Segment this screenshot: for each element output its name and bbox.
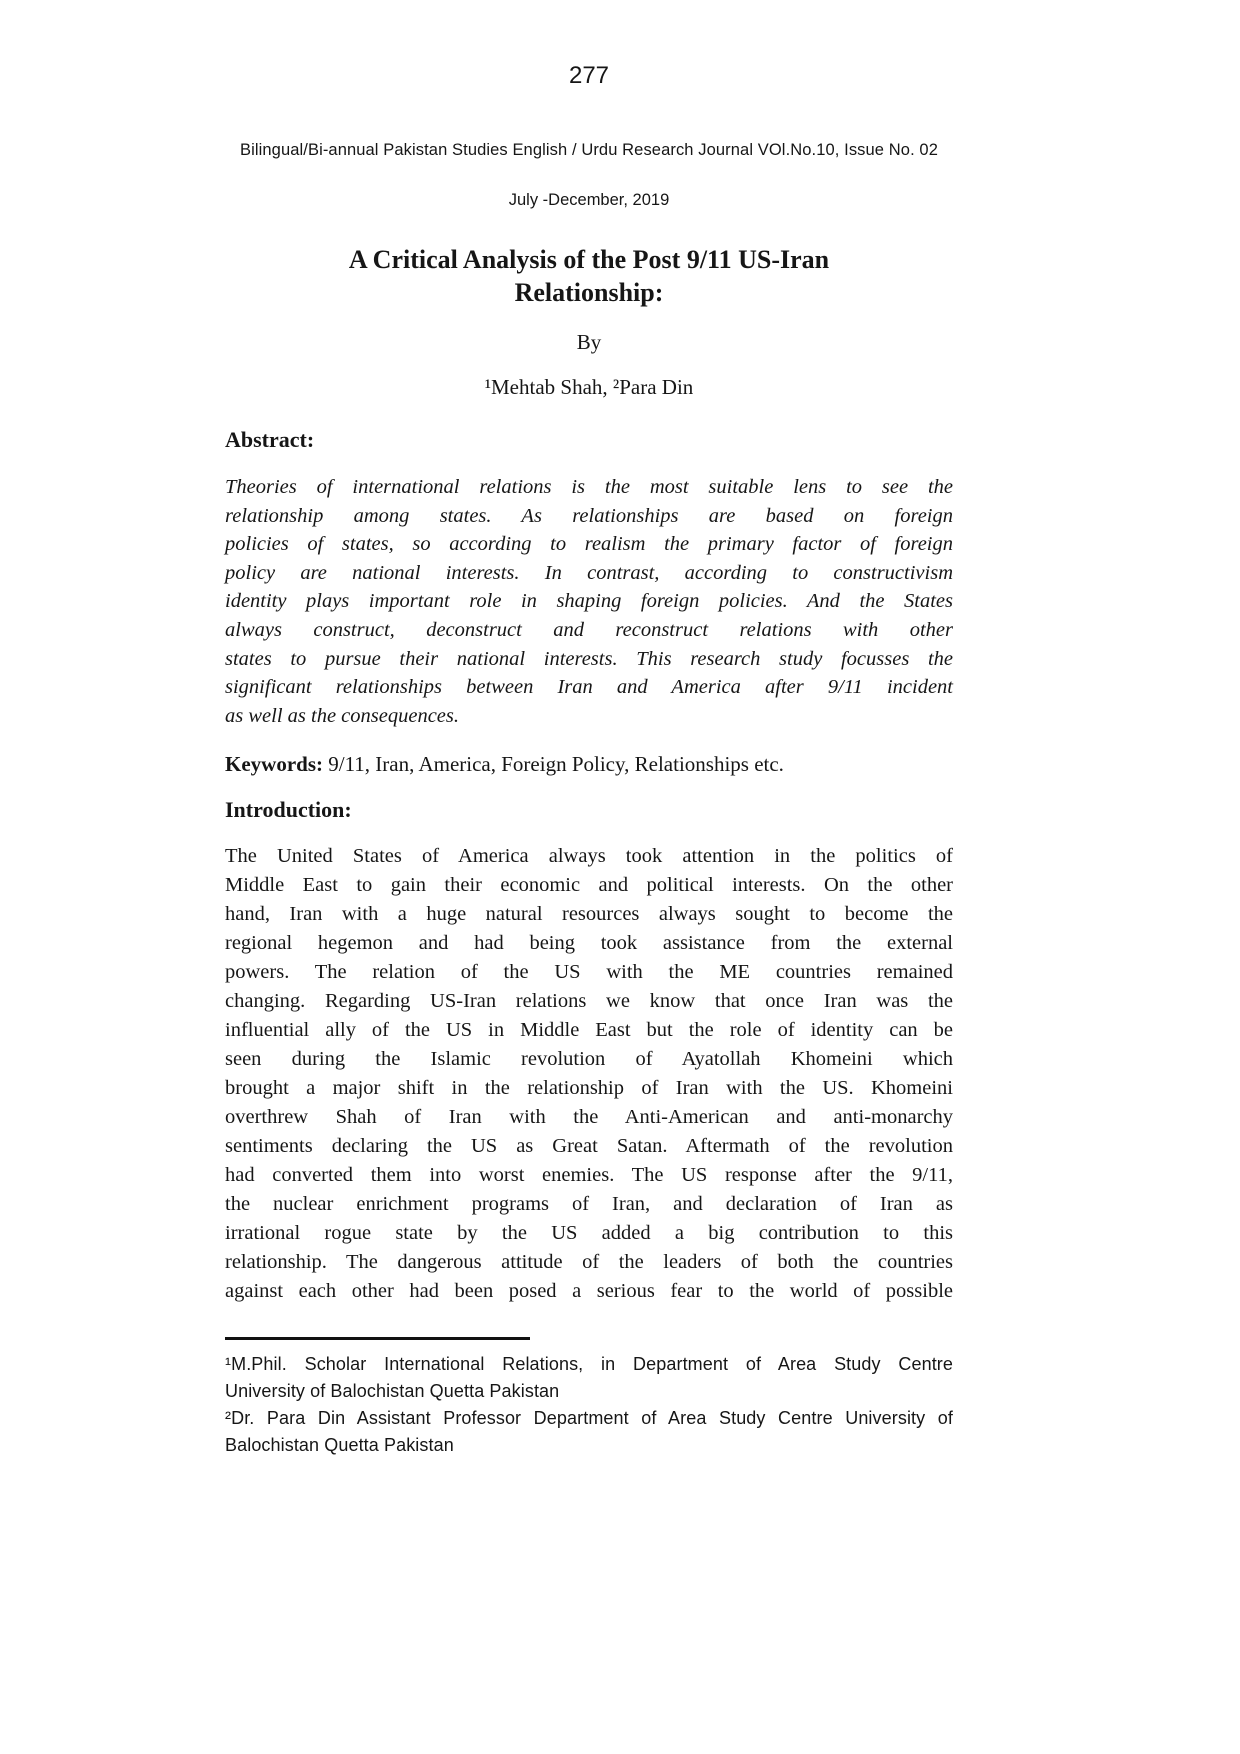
text-line: always construct, deconstruct and reconstruct relations with other	[225, 618, 953, 641]
text-line: significant relationships between Iran and America after 9/11 incident	[225, 676, 953, 699]
text-line: University of Balochistan Quetta Pakistan	[225, 1381, 560, 1401]
page-number: 277	[568, 62, 610, 89]
text-line: the nuclear enrichment programs of Iran, and declaration of Iran as	[225, 1193, 953, 1215]
footnotes	[225, 1351, 953, 1459]
text-line: ¹M.Phil. Scholar International Relations, in Department of Area Study Centre	[225, 1354, 953, 1374]
text-line: Theories of international relations is the most suitable lens to see the	[225, 476, 953, 498]
text-line: Balochistan Quetta Pakistan	[225, 1435, 454, 1455]
footnote-separator-rule	[225, 1337, 530, 1340]
text-line: sentiments declaring the US as Great Satan. Aftermath of the revolution	[225, 1135, 953, 1157]
text-line: hand, Iran with a huge natural resources always sought to become the	[225, 903, 953, 925]
text-line: identity plays important role in shaping foreign policies. And the States	[225, 590, 953, 613]
text-line: Relationship:	[514, 278, 664, 307]
text-line: states to pursue their national interests. This research study focusses the	[225, 647, 953, 670]
keywords-text: 9/11, Iran, America, Foreign Policy, Relationships etc.	[323, 752, 784, 776]
text-line: seen during the Islamic revolution of Ayatollah Khomeini which	[225, 1048, 953, 1070]
text-line: overthrew Shah of Iran with the Anti-American and anti-monarchy	[225, 1106, 953, 1128]
text-line: irrational rogue state by the US added a big contribution to this	[225, 1222, 953, 1244]
abstract-heading: Abstract:	[225, 427, 315, 452]
keywords-line	[225, 752, 953, 777]
text-line: had converted them into worst enemies. The US response after the 9/11,	[225, 1164, 953, 1186]
text-line: relationship among states. As relationships are based on foreign	[225, 504, 953, 527]
text-line: regional hegemon and had being took assistance from the external	[225, 932, 953, 954]
text-line: as well as the consequences.	[225, 704, 459, 727]
introduction-heading: Introduction:	[225, 797, 352, 822]
text-line: powers. The relation of the US with the ME countries remained	[225, 961, 953, 983]
text-line: against each other had been posed a serious fear to the world of possible	[225, 1280, 953, 1302]
journal-header: Bilingual/Bi-annual Pakistan Studies English / Urdu Research Journal VOl.No.10, Issue No. 02	[240, 141, 938, 159]
authors-line: ¹Mehtab Shah, ²Para Din	[484, 375, 694, 399]
text-line: ²Dr. Para Din Assistant Professor Department of Area Study Centre University of	[225, 1408, 953, 1428]
issue-period: July -December, 2019	[508, 191, 670, 209]
text-line: changing. Regarding US-Iran relations we know that once Iran was the	[225, 990, 953, 1012]
text-line: relationship. The dangerous attitude of the leaders of both the countries	[225, 1251, 953, 1273]
text-line: A Critical Analysis of the Post 9/11 US-Iran	[348, 245, 830, 274]
text-line: The United States of America always took attention in the politics of	[225, 845, 953, 867]
text-line: Middle East to gain their economic and political interests. On the other	[225, 874, 953, 896]
text-line: policies of states, so according to realism the primary factor of foreign	[225, 533, 953, 556]
keywords-label: Keywords:	[225, 752, 323, 776]
abstract-paragraph	[225, 473, 953, 730]
paper-title	[225, 243, 953, 309]
text-line: brought a major shift in the relationship of Iran with the US. Khomeini	[225, 1077, 953, 1099]
introduction-paragraph	[225, 842, 953, 1306]
text-line: policy are national interests. In contrast, according to constructivism	[225, 561, 953, 584]
by-label: By	[576, 330, 602, 354]
text-line: influential ally of the US in Middle East but the role of identity can be	[225, 1019, 953, 1041]
